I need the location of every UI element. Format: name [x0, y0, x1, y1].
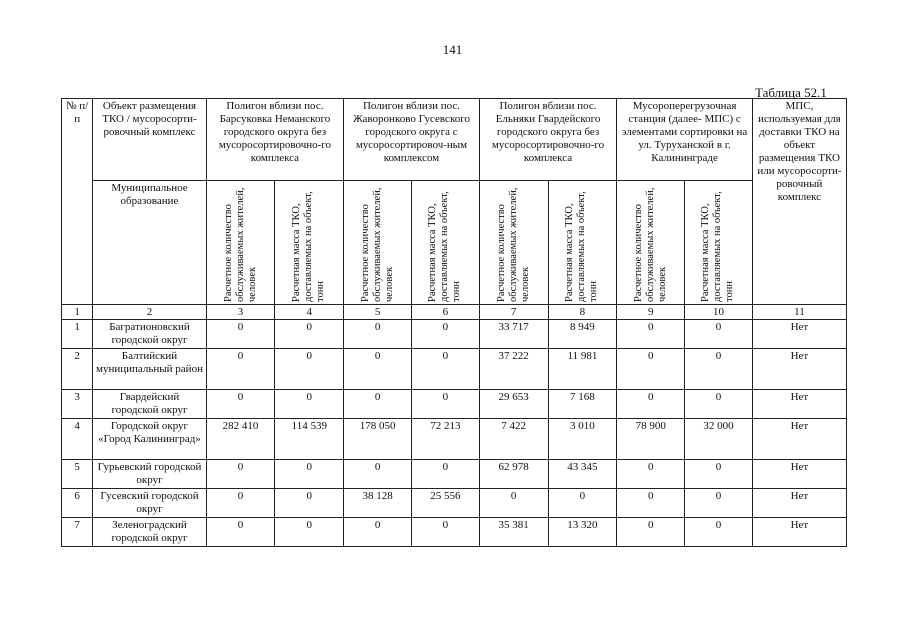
value-cell: 178 050: [344, 419, 412, 460]
value-cell: 7 422: [479, 419, 548, 460]
mps-used-cell: Нет: [752, 419, 846, 460]
value-cell: 0: [685, 518, 753, 547]
value-cell: 0: [206, 320, 275, 349]
value-cell: 0: [617, 320, 685, 349]
municipality-name: Багратионовский городской округ: [93, 320, 206, 349]
value-cell: 0: [685, 390, 753, 419]
value-cell: 0: [275, 390, 344, 419]
header-sub-people-1: Расчетное количество обслуживаемых жителей, человек: [206, 181, 275, 305]
column-index: 5: [344, 305, 412, 320]
value-cell: 0: [617, 518, 685, 547]
value-cell: 11 981: [548, 349, 617, 390]
value-cell: 0: [275, 489, 344, 518]
municipality-name: Городской округ «Город Калининград»: [93, 419, 206, 460]
value-cell: 0: [344, 349, 412, 390]
header-sub-mass-2: Расчетная масса ТКО, доставляемых на объект, тонн: [411, 181, 479, 305]
value-cell: 0: [548, 489, 617, 518]
table-row: [62, 320, 847, 349]
table-row: [62, 390, 847, 419]
column-index: 11: [752, 305, 846, 320]
header-group-zhavoronkovo: Полигон вблизи пос. Жаворонково Гусевского городского округа с мусоросортировоч-ным комплексом: [344, 99, 480, 181]
value-cell: 0: [206, 349, 275, 390]
header-object: Объект размещения ТКО / мусоросорти-ровочный комплекс: [93, 99, 206, 181]
value-cell: 0: [344, 518, 412, 547]
row-number: 4: [62, 419, 93, 460]
municipality-name: Балтийский муниципальный район: [93, 349, 206, 390]
value-cell: 38 128: [344, 489, 412, 518]
value-cell: 37 222: [479, 349, 548, 390]
header-group-barsukovka: Полигон вблизи пос. Барсуковка Неманского городского округа без мусоросортировочно-го комплекса: [206, 99, 344, 181]
value-cell: 0: [275, 518, 344, 547]
value-cell: 0: [206, 518, 275, 547]
value-cell: 33 717: [479, 320, 548, 349]
column-index-row: [62, 305, 847, 320]
column-index: 8: [548, 305, 617, 320]
municipality-name: Гвардейский городской округ: [93, 390, 206, 419]
header-sub-mass-1: Расчетная масса ТКО, доставляемых на объект, тонн: [275, 181, 344, 305]
table-row: [62, 460, 847, 489]
data-table: [61, 98, 847, 547]
header-sub-people-4: Расчетное количество обслуживаемых жителей, человек: [617, 181, 685, 305]
value-cell: 0: [275, 320, 344, 349]
value-cell: 0: [344, 390, 412, 419]
column-index: 4: [275, 305, 344, 320]
municipality-name: Гурьевский городской округ: [93, 460, 206, 489]
value-cell: 0: [275, 460, 344, 489]
value-cell: 0: [685, 320, 753, 349]
value-cell: 0: [275, 349, 344, 390]
value-cell: 32 000: [685, 419, 753, 460]
column-index: 10: [685, 305, 753, 320]
table-row: [62, 518, 847, 547]
value-cell: 8 949: [548, 320, 617, 349]
value-cell: 62 978: [479, 460, 548, 489]
value-cell: 0: [411, 518, 479, 547]
value-cell: 0: [344, 320, 412, 349]
column-index: 9: [617, 305, 685, 320]
column-index: 7: [479, 305, 548, 320]
value-cell: 0: [411, 390, 479, 419]
value-cell: 0: [685, 460, 753, 489]
header-sub-people-3: Расчетное количество обслуживаемых жителей, человек: [479, 181, 548, 305]
table-row: [62, 419, 847, 460]
row-number: 3: [62, 390, 93, 419]
header-municipality: Муниципальное образование: [93, 181, 206, 305]
header-num: № п/п: [62, 99, 93, 305]
value-cell: 0: [206, 390, 275, 419]
column-index: 6: [411, 305, 479, 320]
value-cell: 3 010: [548, 419, 617, 460]
value-cell: 29 653: [479, 390, 548, 419]
value-cell: 0: [206, 460, 275, 489]
value-cell: 72 213: [411, 419, 479, 460]
table-row: [62, 489, 847, 518]
value-cell: 78 900: [617, 419, 685, 460]
header-mps-used: МПС, используемая для доставки ТКО на объект размещения ТКО или мусоросорти-ровочный комплекс: [752, 99, 846, 305]
value-cell: 13 320: [548, 518, 617, 547]
column-index: 3: [206, 305, 275, 320]
value-cell: 0: [411, 460, 479, 489]
mps-used-cell: Нет: [752, 489, 846, 518]
value-cell: 0: [617, 349, 685, 390]
value-cell: 0: [685, 349, 753, 390]
value-cell: 282 410: [206, 419, 275, 460]
mps-used-cell: Нет: [752, 460, 846, 489]
header-sub-mass-4: Расчетная масса ТКО, доставляемых на объект, тонн: [685, 181, 753, 305]
mps-used-cell: Нет: [752, 320, 846, 349]
header-sub-mass-3: Расчетная масса ТКО, доставляемых на объект, тонн: [548, 181, 617, 305]
value-cell: 0: [479, 489, 548, 518]
mps-used-cell: Нет: [752, 390, 846, 419]
row-number: 6: [62, 489, 93, 518]
value-cell: 43 345: [548, 460, 617, 489]
value-cell: 0: [411, 349, 479, 390]
row-number: 2: [62, 349, 93, 390]
column-index: 1: [62, 305, 93, 320]
column-index: 2: [93, 305, 206, 320]
value-cell: 0: [206, 489, 275, 518]
mps-used-cell: Нет: [752, 518, 846, 547]
municipality-name: Зеленоградский городской округ: [93, 518, 206, 547]
value-cell: 0: [617, 489, 685, 518]
value-cell: 0: [685, 489, 753, 518]
mps-used-cell: Нет: [752, 349, 846, 390]
header-group-elnyaki: Полигон вблизи пос. Ельняки Гвардейского городского округа без мусоросортировочно-го комплекса: [479, 99, 617, 181]
row-number: 1: [62, 320, 93, 349]
header-sub-people-2: Расчетное количество обслуживаемых жителей, человек: [344, 181, 412, 305]
value-cell: 0: [344, 460, 412, 489]
value-cell: 0: [411, 320, 479, 349]
table-caption: Таблица 52.1: [755, 85, 827, 100]
value-cell: 35 381: [479, 518, 548, 547]
row-number: 5: [62, 460, 93, 489]
value-cell: 7 168: [548, 390, 617, 419]
value-cell: 25 556: [411, 489, 479, 518]
header-group-mps-kaliningrad: Мусороперегрузочная станция (далее- МПС) с элементами сортировки на ул. Туруханской в г. Калининграде: [617, 99, 753, 181]
page-number: 141: [442, 42, 463, 57]
row-number: 7: [62, 518, 93, 547]
value-cell: 0: [617, 460, 685, 489]
municipality-name: Гусевский городской округ: [93, 489, 206, 518]
value-cell: 114 539: [275, 419, 344, 460]
value-cell: 0: [617, 390, 685, 419]
table-row: [62, 349, 847, 390]
